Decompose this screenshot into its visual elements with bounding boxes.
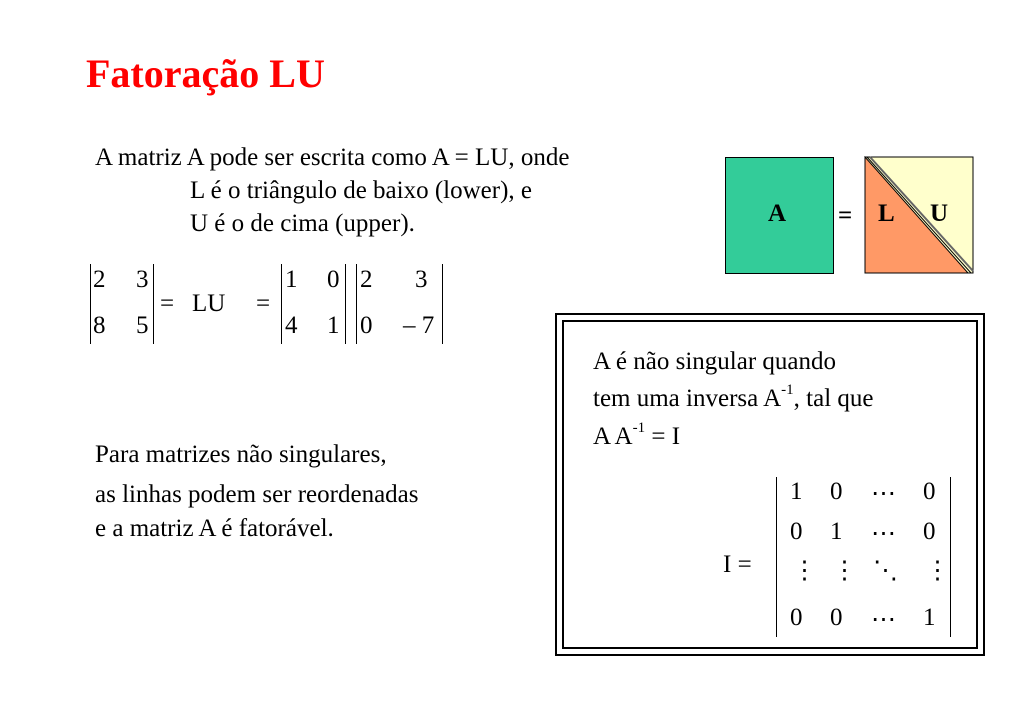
box-line-2 <box>593 382 874 415</box>
matrix-u-cell: 2 <box>360 266 373 293</box>
diagram-equals: = <box>838 202 853 229</box>
box-line-3-suffix: = I <box>645 423 681 450</box>
diagram-a-label: A <box>768 200 787 227</box>
slide-title: Fatoração LU <box>86 51 325 96</box>
intro-line-1: A matriz A pode ser escrita como A = LU, onde <box>95 144 570 171</box>
identity-cell: 0 <box>830 478 843 505</box>
equals-sign-2: = <box>256 290 271 317</box>
intro-line-3: U é o de cima (upper). <box>190 210 415 237</box>
identity-cell: ⋮ <box>832 557 857 584</box>
identity-cell: ⋮ <box>792 557 817 584</box>
nonsingular-definition-box <box>555 313 985 656</box>
matrix-l-left-bar <box>281 264 282 344</box>
matrix-u-left-bar <box>356 264 357 344</box>
identity-cell: ⋯ <box>871 606 896 633</box>
identity-cell: 1 <box>830 518 843 545</box>
matrix-a-cell: 8 <box>93 312 106 339</box>
box-line-3 <box>593 420 680 453</box>
identity-cell: ⋱ <box>873 557 898 584</box>
identity-cell: 1 <box>790 478 803 505</box>
box-line-1: A é não singular quando <box>593 348 837 375</box>
identity-cell: 0 <box>923 518 936 545</box>
matrix-l-right-bar <box>345 264 346 344</box>
lu-product: LU <box>192 290 226 317</box>
diagram-l-label: L <box>878 200 895 227</box>
equals-sign-1: = <box>160 290 175 317</box>
identity-right-bar <box>950 477 951 637</box>
box-line-3-prefix: A A <box>593 423 633 450</box>
identity-cell: 0 <box>923 478 936 505</box>
matrix-a-cell: 2 <box>93 266 106 293</box>
reorder-line-2: as linhas podem ser reordenadas <box>95 481 419 508</box>
matrix-a-left-bar <box>90 264 91 344</box>
identity-cell: 1 <box>923 604 936 631</box>
diagram-u-label: U <box>930 200 949 227</box>
matrix-l-cell: 1 <box>327 312 340 339</box>
identity-cell: 0 <box>830 604 843 631</box>
box-line-2-prefix: tem uma inversa A <box>593 385 782 412</box>
intro-line-2: L é o triângulo de baixo (lower), e <box>190 177 533 204</box>
box-line-3-superscript: -1 <box>632 419 646 436</box>
box-line-2-suffix: , tal que <box>793 385 874 412</box>
matrix-u-right-bar <box>442 264 443 344</box>
identity-label: I = <box>723 551 752 578</box>
identity-cell: 0 <box>790 604 803 631</box>
identity-cell: ⋮ <box>925 557 950 584</box>
identity-left-bar <box>776 477 777 637</box>
matrix-u-cell: 0 <box>360 312 373 339</box>
reorder-line-3: e a matriz A é fatorável. <box>95 515 334 542</box>
matrix-a-cell: 5 <box>136 312 149 339</box>
reorder-line-1: Para matrizes não singulares, <box>95 441 387 468</box>
box-line-2-superscript: -1 <box>781 381 794 398</box>
matrix-a-cell: 3 <box>136 266 149 293</box>
identity-cell: 0 <box>790 518 803 545</box>
matrix-a-right-bar <box>153 264 154 344</box>
matrix-u-cell: – 7 <box>403 312 435 339</box>
matrix-l-cell: 1 <box>285 266 298 293</box>
matrix-l-cell: 4 <box>285 312 298 339</box>
identity-cell: ⋯ <box>871 520 896 547</box>
matrix-u-cell: 3 <box>415 266 428 293</box>
identity-cell: ⋯ <box>871 480 896 507</box>
matrix-l-cell: 0 <box>327 266 340 293</box>
